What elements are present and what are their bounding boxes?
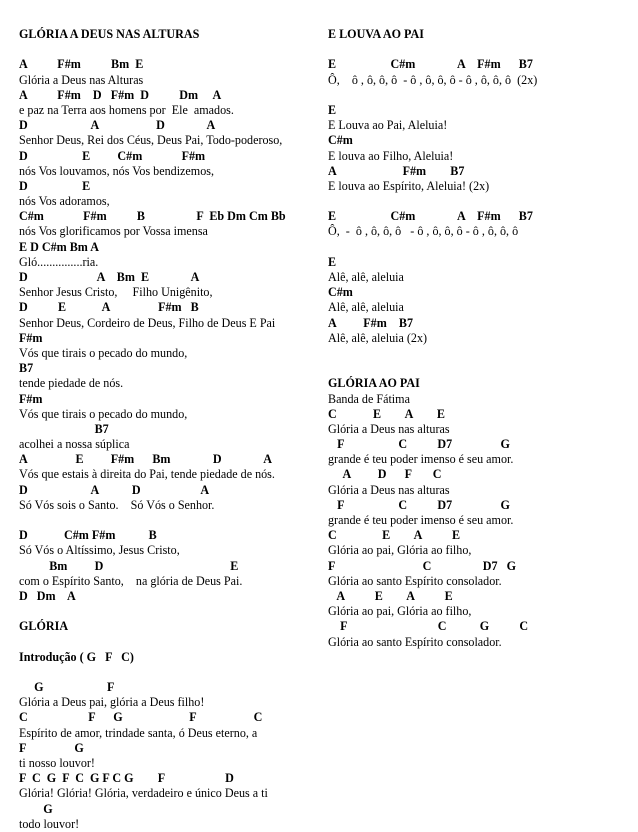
lyric-line: Vós que tirais o pecado do mundo,: [19, 406, 188, 421]
lyric-line: Ô, - ô , ô, ô, ô - ô , ô, ô, ô - ô , ô, ô, ô: [328, 224, 519, 239]
lyric-line: Glória ao santo Espírito consolador.: [328, 634, 502, 649]
chord-or-heading-line: Introdução ( G F C): [19, 649, 134, 664]
lyric-line: Senhor Jesus Cristo, Filho Unigênito,: [19, 285, 213, 300]
left-column: [19, 27, 309, 832]
lyric-line: E Louva ao Pai, Aleluia!: [328, 118, 448, 133]
chord-or-heading-line: C#m F#m B F Eb Dm Cm Bb: [19, 209, 286, 224]
lyric-line: E louva ao Filho, Aleluia!: [328, 148, 454, 163]
lyric-line: Glória! Glória! Glória, verdadeiro e único Deus a ti: [19, 786, 268, 801]
chord-or-heading-line: F C D7 G: [328, 558, 517, 573]
chord-or-heading-line: D A D A: [19, 118, 216, 133]
lyric-line: Alê, alê, aleluia: [328, 270, 404, 284]
chord-or-heading-line: A F#m Bm E: [19, 57, 144, 72]
lyric-line: e paz na Terra aos homens por Ele amados.: [19, 102, 234, 117]
lyric-line: com o Espírito Santo, na glória de Deus Pai.: [19, 573, 243, 588]
chord-or-heading-line: F C D7 G: [328, 437, 510, 452]
lyric-line: Alê, alê, aleluia (2x): [328, 330, 428, 345]
chord-or-heading-line: C E A E: [328, 406, 445, 421]
chord-or-heading-line: C#m: [328, 285, 353, 300]
lyric-line: nós Vos adoramos,: [19, 194, 110, 209]
lyric-line: Vós que tirais o pecado do mundo,: [19, 345, 188, 360]
blank-line: [328, 240, 628, 255]
lyric-line: Glória ao santo Espírito consolador.: [328, 573, 502, 588]
chord-or-heading-line: F#m: [19, 391, 43, 406]
blank-line: [328, 346, 628, 361]
chord-or-heading-line: D E: [19, 178, 91, 193]
lyric-line: Glória ao pai, Glória ao filho,: [328, 543, 472, 558]
lyric-line: Senhor Deus, Rei dos Céus, Deus Pai, Todo-poderoso,: [19, 133, 283, 148]
blank-line: [19, 42, 309, 57]
chord-or-heading-line: E: [328, 102, 337, 117]
lyric-line: tende piedade de nós.: [19, 376, 124, 391]
chord-or-heading-line: GLÓRIA: [19, 619, 69, 634]
chord-or-heading-line: D A D A: [19, 482, 210, 497]
chord-or-heading-line: A E F#m Bm D A: [19, 452, 272, 467]
lyric-line: Glória a Deus nas Alturas: [19, 72, 144, 87]
chord-or-heading-line: G F: [19, 680, 115, 695]
lyric-line: acolhei a nossa súplica: [19, 437, 130, 452]
lyric-line: Glória a Deus nas alturas: [328, 482, 450, 497]
lyric-line: ti nosso louvor!: [19, 756, 95, 770]
lyric-line: E louva ao Espírito, Aleluia! (2x): [328, 178, 490, 193]
chord-or-heading-line: A D F C: [328, 467, 442, 482]
lyric-line: Glória a Deus nas alturas: [328, 421, 450, 436]
blank-line: [328, 88, 628, 103]
chord-or-heading-line: E C#m A F#m B7: [328, 209, 533, 224]
chord-or-heading-line: GLÓRIA A DEUS NAS ALTURAS: [19, 27, 200, 41]
blank-line: [328, 194, 628, 209]
chord-or-heading-line: A F#m B7: [328, 315, 413, 330]
blank-line: [19, 635, 309, 650]
lyric-line: Glória ao pai, Glória ao filho,: [328, 604, 472, 619]
chord-or-heading-line: D C#m F#m B: [19, 528, 157, 543]
chord-or-heading-line: A E A E: [328, 588, 453, 603]
chord-or-heading-line: D E C#m F#m: [19, 148, 206, 163]
chord-or-heading-line: GLÓRIA AO PAI: [328, 376, 420, 391]
blank-line: [19, 604, 309, 619]
chord-or-heading-line: B7: [19, 421, 109, 436]
blank-line: [328, 42, 628, 57]
lyric-line: nós Vos glorificamos por Vossa imensa: [19, 224, 208, 239]
chord-or-heading-line: E C#m A F#m B7: [328, 57, 533, 72]
lyric-line: Alê, alê, aleluia: [328, 300, 404, 315]
chord-or-heading-line: E: [328, 254, 337, 269]
lyric-line: todo louvor!: [19, 816, 80, 831]
blank-line: [19, 513, 309, 528]
chord-or-heading-line: D Dm A: [19, 588, 76, 603]
lyric-line: Senhor Deus, Cordeiro de Deus, Filho de Deus E Pai: [19, 315, 276, 330]
chord-or-heading-line: B7: [19, 361, 34, 376]
chord-or-heading-line: F G: [19, 740, 84, 755]
lyric-line: Só Vós sois o Santo. Só Vós o Senhor.: [19, 497, 215, 512]
blank-line: [19, 665, 309, 680]
lyric-line: Gló...............ria.: [19, 254, 99, 269]
chord-or-heading-line: C#m: [328, 133, 353, 148]
chord-or-heading-line: G: [19, 801, 53, 816]
lyric-line: nós Vos louvamos, nós Vos bendizemos,: [19, 163, 214, 178]
chord-or-heading-line: F C G F C G F C G F D: [19, 771, 234, 786]
chord-or-heading-line: Bm D E: [19, 558, 239, 573]
blank-line: [328, 361, 628, 376]
lyric-line: grande é teu poder imenso é seu amor.: [328, 452, 514, 467]
lyric-line: Banda de Fátima: [328, 391, 410, 406]
chord-or-heading-line: C F G F C: [19, 710, 263, 725]
chord-or-heading-line: E D C#m Bm A: [19, 239, 99, 254]
chord-or-heading-line: F C G C: [328, 619, 529, 634]
chord-or-heading-line: F#m: [19, 330, 43, 345]
lyric-line: Ô, ô , ô, ô, ô - ô , ô, ô, ô - ô , ô, ô, ô (2x): [328, 72, 538, 87]
lyric-line: Vós que estais à direita do Pai, tende piedade de nós.: [19, 467, 275, 482]
chord-or-heading-line: C E A E: [328, 528, 461, 543]
lyric-line: Só Vós o Altíssimo, Jesus Cristo,: [19, 543, 180, 558]
lyric-line: Glória a Deus pai, glória a Deus filho!: [19, 695, 205, 710]
lyric-line: Espírito de amor, trindade santa, ó Deus eterno, a: [19, 725, 258, 740]
chord-or-heading-line: E LOUVA AO PAI: [328, 27, 424, 41]
right-column: [328, 27, 628, 650]
chord-or-heading-line: D E A F#m B: [19, 300, 199, 315]
chord-or-heading-line: F C D7 G: [328, 497, 510, 512]
lyric-line: grande é teu poder imenso é seu amor.: [328, 513, 514, 527]
chord-or-heading-line: A F#m B7: [328, 163, 465, 178]
chord-or-heading-line: D A Bm E A: [19, 270, 200, 284]
chord-or-heading-line: A F#m D F#m D Dm A: [19, 87, 222, 102]
